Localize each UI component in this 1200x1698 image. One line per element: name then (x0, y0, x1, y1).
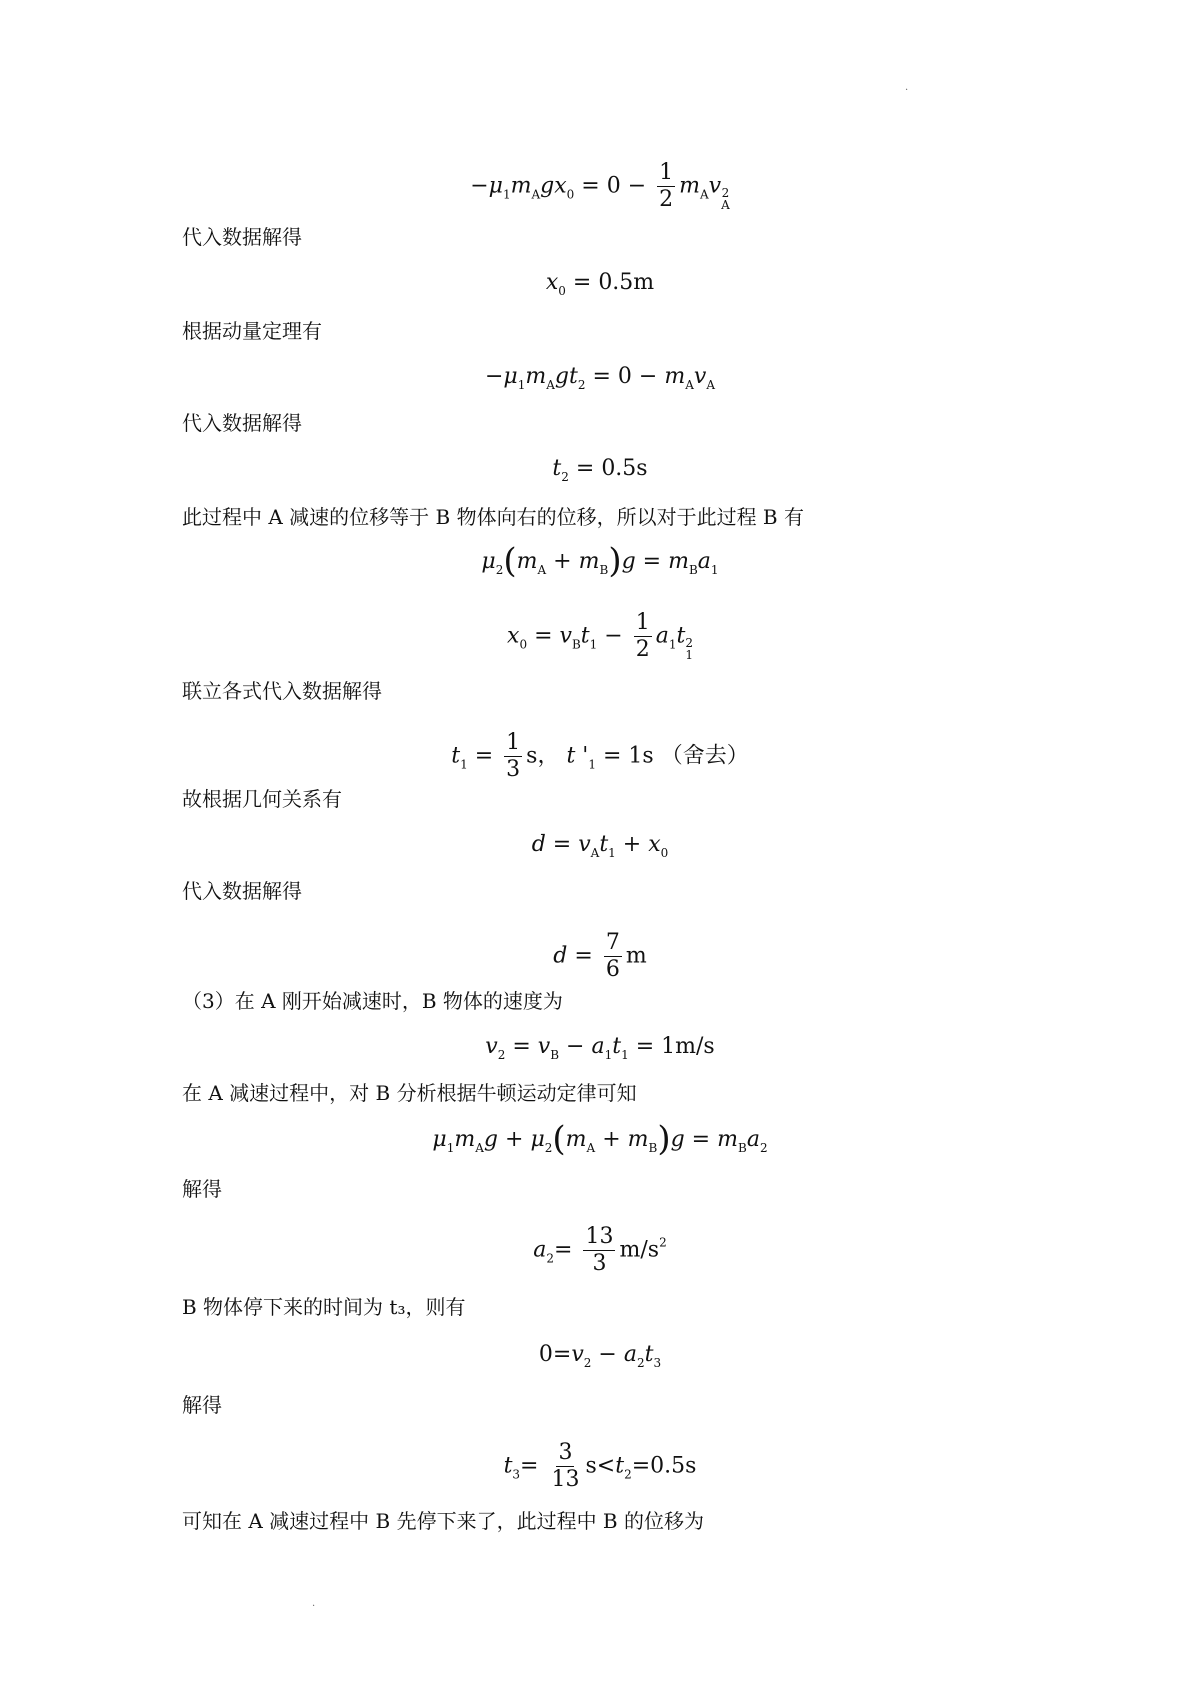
d-unit: m (625, 943, 647, 969)
text-line-9: 在 A 减速过程中，对 B 分析根据牛顿运动定律可知 (182, 1081, 637, 1105)
t3-compare-value: 0.5s (650, 1453, 697, 1479)
equation-momentum: $-\mu_1m_Agt_2 = 0 - m_Av_A$ (484, 364, 715, 392)
text-line-7: 代入数据解得 (182, 879, 302, 903)
equation-t3-result: $t_3=$ $\frac{3}{13}$ $s<t_2=0.5s$ (503, 1440, 697, 1492)
frac-den: 2 (659, 187, 674, 212)
a2-unit: m/s (619, 1237, 660, 1263)
page-mark: . (905, 82, 909, 93)
equation-t2-result: $t_2 = 0.5s$ (552, 456, 648, 484)
page-mark-bottom: . (312, 1598, 316, 1609)
frac-den: 2 (635, 637, 650, 662)
text-line-2: 根据动量定理有 (182, 319, 322, 343)
frac-num: 1 (506, 730, 521, 755)
text-line-6: 故根据几何关系有 (182, 787, 342, 811)
frac-num: 1 (635, 610, 650, 635)
t2-value: 0.5s (601, 456, 648, 481)
x0-value: 0.5m (598, 270, 655, 295)
text-line-8: （3）在 A 刚开始减速时，B 物体的速度为 (182, 989, 563, 1013)
equation-t1-result: $t_1$ = $\frac{1}{3}$ s， t '$_1 = 1s$ （舍去） (451, 730, 749, 782)
text-line-1: 代入数据解得 (182, 225, 302, 249)
text-line-4: 此过程中 A 减速的位移等于 B 物体向右的位移，所以对于此过程 B 有 (182, 505, 804, 529)
text-line-12: 解得 (182, 1393, 222, 1417)
zero-value: 0 (538, 1342, 553, 1367)
equation-work-energy: $-\mu_1m_Agx_0 = 0$ − $\frac{1}{2}$ $m_Av$ 2 A (470, 160, 730, 212)
frac-num: 3 (558, 1440, 573, 1465)
frac-den: 6 (605, 957, 620, 982)
frac-num: 7 (605, 930, 620, 955)
text-line-11: B 物体停下来的时间为 t₃，则有 (182, 1295, 466, 1319)
frac-den: 13 (551, 1467, 580, 1492)
equation-a2-result: $a_2=$ $\frac{13}{3}$ $m/s^2$ (533, 1224, 667, 1276)
equation-v2: $v_2 = v_B - a_1t_1 = 1m/s$ (485, 1034, 715, 1062)
equation-newton-b: $\mu_2(m_A + m_B)g = m_Ba_1$ (481, 541, 719, 581)
text-line-3: 代入数据解得 (182, 411, 302, 435)
text-line-13: 可知在 A 减速过程中 B 先停下来了，此过程中 B 的位移为 (182, 1509, 704, 1533)
equation-newton-b2: $\mu_1m_Ag + \mu_2(m_A + m_B)g = m_Ba_2$ (432, 1119, 768, 1159)
t1p-value: 1s (628, 743, 654, 769)
discard-note: （舍去） (660, 743, 749, 769)
text-line-5: 联立各式代入数据解得 (182, 679, 382, 703)
frac-num: 1 (659, 160, 674, 185)
frac-den: 3 (506, 757, 521, 782)
equation-geometry: $d = v_At_1 + x_0$ (531, 832, 669, 860)
frac-den: 3 (592, 1251, 607, 1276)
text-line-10: 解得 (182, 1177, 222, 1201)
v2-value: 1m/s (661, 1034, 715, 1059)
equation-d-result: d = $\frac{7}{6}$ m (553, 930, 647, 982)
t1-unit: s (526, 743, 538, 769)
equation-x0-result: $x_0 = 0.5m$ (545, 270, 655, 298)
frac-num: 13 (585, 1224, 614, 1249)
equation-b-stop: $0=v_2 - a_2t_3$ (538, 1342, 662, 1370)
equation-x0-kinematics: $x_0 = v_Bt_1$ − $\frac{1}{2}$ $a_1t$ 2 1 (507, 610, 693, 662)
